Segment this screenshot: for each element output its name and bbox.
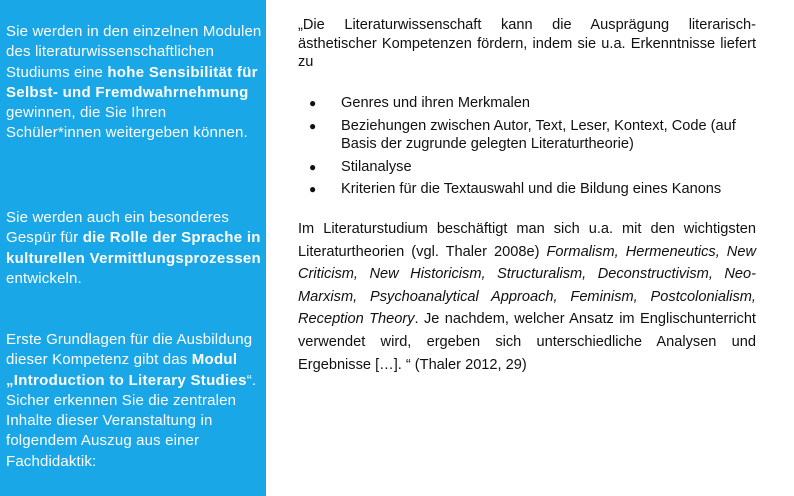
bullet-icon: ● [309, 118, 317, 133]
bullet-icon: ● [309, 159, 317, 174]
text-run: gewinnen, die Sie Ihren Schüler*innen weitergeben können. [6, 104, 248, 142]
emphasis-text: Modul „Introduction to Literary Studies [6, 351, 247, 389]
text-run: Sie werden auch ein besonderes Gespür für [6, 209, 229, 247]
text-run: Erste Grundlagen für die Ausbildung dieser Kompetenz gibt das [6, 331, 253, 369]
list-item [298, 158, 768, 177]
bullet-icon: ● [309, 182, 317, 196]
emphasis-text: die Rolle der Sprache in kulturellen Vermittlungsprozessen [6, 229, 261, 267]
competence-list [298, 94, 768, 203]
sidebar-panel [0, 0, 266, 496]
text-run: Im Literaturstudium beschäftigt man sich u.a. mit den wichtigsten Literaturtheorien (vgl. Thaler 2008e) [298, 221, 756, 260]
theory-list-italic: Formalism, Hermeneutics, New Criticism, New Historicism, Structuralism, Deconstructivism, Neo-Marxism, Psychoanalytical Approach, Feminism, Postcolonialism, Reception Theory [298, 243, 757, 328]
emphasis-text: hohe Sensibilität für Selbst- und Fremdwahrnehmung [6, 63, 258, 101]
sidebar-paragraph-module [6, 330, 264, 472]
list-item-text: Genres und ihren Merkmalen [341, 95, 530, 111]
sidebar-paragraph-language [6, 208, 264, 289]
text-run: Sie werden in den einzelnen Modulen des literaturwissenschaftlichen Studiums eine [6, 23, 262, 81]
quote-intro: „Die Literaturwissenschaft kann die Ausprägung literarisch-ästhetischer Kompetenzen fördern, indem sie u.a. Erkenntnisse liefert zu [298, 17, 756, 70]
sidebar-paragraph-sensibility [6, 22, 264, 144]
list-item-text: Stilanalyse [341, 158, 412, 175]
bullet-icon: ● [309, 96, 317, 110]
text-run: . Je nachdem, welcher Ansatz im Englischunterricht verwendet wird, ergeben sich unterschiedliche Analysen und Ergebnisse […]. “ (Thaler 2012, 29) [298, 311, 756, 373]
list-item-text: Beziehungen zwischen Autor, Text, Leser, Kontext, Code (auf Basis der zugrunde gelegten Literaturtheorie) [341, 117, 736, 152]
list-item-text: Kriterien für die Textauswahl und die Bildung eines Kanons [341, 181, 722, 197]
text-run: “. Sicher erkennen Sie die zentralen Inhalte dieser Veranstaltung in folgendem Auszug aus einer Fachdidaktik: [6, 371, 257, 470]
list-item [298, 117, 768, 154]
list-item [298, 94, 768, 113]
text-run: entwickeln. [6, 269, 82, 287]
list-item [298, 180, 768, 199]
theory-paragraph [298, 218, 756, 376]
